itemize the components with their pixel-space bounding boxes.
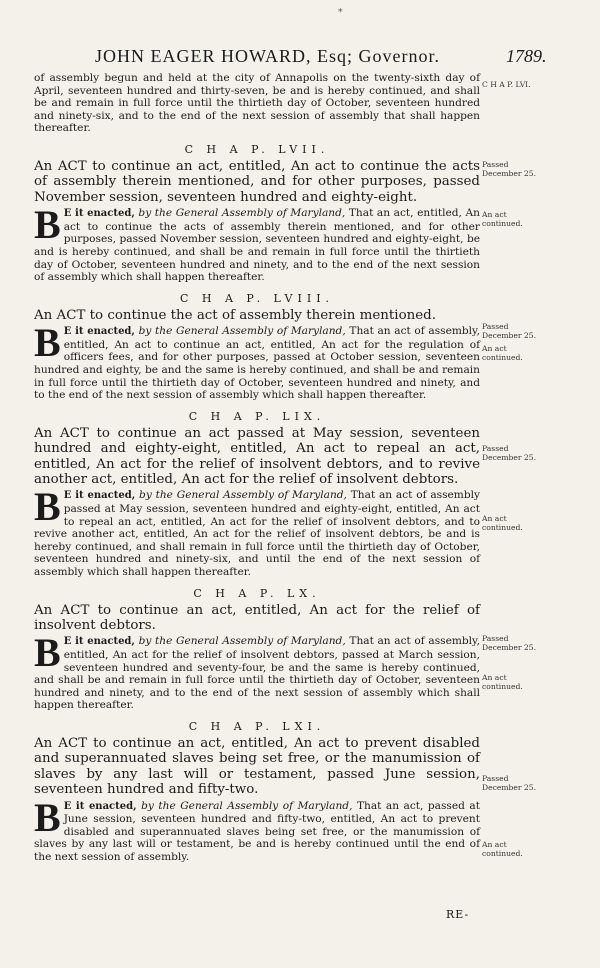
act-body: That an act of assembly, entitled, An act for the relief of insolvent debtors, passed at March session, seventeen hundred and seventy-four, be and the same is hereby continued, and shall be and remain in full force until the thirtieth day of October, seventeen hundred and ninety, and to the end of the next session of assembly which shall happen thereafter. (34, 635, 480, 712)
margin-note-passed: Passed December 25. (482, 634, 537, 652)
document-body (34, 72, 480, 863)
act-text (34, 794, 480, 864)
enacting-authority: by the General Assembly of Maryland, (138, 325, 346, 338)
drop-cap: B (34, 484, 61, 530)
margin-note-continued: An act continued. (482, 344, 523, 362)
chapter-heading: C H A P. LX. (193, 586, 321, 600)
drop-cap: B (34, 202, 61, 248)
chapter-heading: C H A P. LVIII. (179, 291, 335, 305)
margin-note-chap: C H A P. LVI. (482, 80, 531, 89)
running-head-title: JOHN EAGER HOWARD, Esq; Governor. (95, 46, 440, 66)
act-text (34, 484, 480, 578)
chapter-lviii (34, 292, 480, 402)
margin-note-continued: An act continued. (482, 673, 523, 691)
running-head-year: 1789. (506, 46, 547, 66)
drop-cap: B (34, 320, 61, 366)
chapter-lix (34, 410, 480, 579)
act-text (34, 202, 480, 284)
margin-note-continued: An act continued. (482, 840, 523, 858)
act-body: That an act, entitled, An act to continue the acts of assembly therein mentioned, and for other purposes, passed November session, seventeen hundred and eighty-eight, be and is hereby continued, and shall be and remain in full force until the thirtieth day of October, seventeen hundred and ninety, and to the end of the next session of assembly which shall happen thereafter. (34, 207, 480, 284)
margin-note-continued: An act continued. (482, 514, 523, 532)
chapter-heading: C H A P. LIX. (188, 409, 326, 423)
chapter-lvii (34, 143, 480, 284)
catchword: RE- (446, 908, 470, 921)
enacting-blackletter: E it enacted, (63, 208, 135, 220)
enacting-blackletter: E it enacted, (63, 490, 136, 502)
margin-note-passed: Passed December 25. (482, 322, 537, 340)
chapter-heading: C H A P. LVII. (184, 142, 330, 156)
margin-note-passed: Passed December 25. (482, 160, 537, 178)
ornament-mark: * (338, 8, 343, 18)
act-title: An ACT to continue an act, entitled, An act to prevent disabled and superannuated slaves being set free, or the manumission of slaves by any last will or testament, passed June session, seventeen hundred and fifty-two. (34, 735, 480, 798)
margin-note-continued: An act continued. (482, 210, 523, 228)
enacting-authority: by the General Assembly of Maryland, (138, 207, 346, 220)
enacting-authority: by the General Assembly of Maryland, (139, 489, 347, 502)
act-text (34, 320, 480, 402)
intro-paragraph: of assembly begun and held at the city of Annapolis on the twenty-sixth day of April, seventeen hundred and thirty-seven, be and is hereby continued, and shall be and remain in full force until the thirtieth day of October, seventeen hundred and ninety-six, and to the end of the next session of assembly that shall happen thereafter. (34, 72, 480, 135)
act-body: That an act of assembly passed at May session, seventeen hundred and eighty-eight, entitled, An act to repeal an act, entitled, An act for the relief of insolvent debtors, and to revive another act, entitled, An act for the relief of insolvent debtors, be and is hereby continued, and shall remain in full force until the thirtieth day of October, seventeen hundred and ninety-six, and until the end of the next session of assembly which shall happen thereafter. (34, 489, 480, 578)
chapter-lxi (34, 720, 480, 864)
act-text (34, 630, 480, 712)
chapter-lx (34, 587, 480, 712)
enacting-authority: by the General Assembly of Maryland, (138, 635, 346, 648)
enacting-blackletter: E it enacted, (63, 636, 135, 648)
drop-cap: B (34, 794, 61, 840)
margin-note-passed: Passed December 25. (482, 774, 537, 792)
chapter-heading: C H A P. LXI. (188, 719, 326, 733)
act-title: An ACT to continue an act passed at May session, seventeen hundred and eighty-eight, entitled, An act to repeal an act, entitled, An act for the relief of insolvent debtors, and to revive another act, entitled, An act for the relief of insolvent debtors. (34, 425, 480, 487)
enacting-authority: by the General Assembly of Maryland, (141, 799, 353, 812)
act-title: An ACT to continue the act of assembly therein mentioned. (34, 307, 437, 323)
act-title: An ACT to continue an act, entitled, An act to continue the acts of assembly therein mentioned, and for other purposes, passed November session, seventeen hundred and eighty-eight. (34, 158, 480, 205)
drop-cap: B (34, 630, 61, 676)
enacting-blackletter: E it enacted, (63, 326, 135, 338)
margin-note-passed: Passed December 25. (482, 444, 537, 462)
act-title: An ACT to continue an act, entitled, An act for the relief of insolvent debtors. (34, 602, 480, 633)
act-body: That an act, passed at June session, seventeen hundred and fifty-two, entitled, An act to prevent disabled and superannuated slaves being set free, or the manumission of slaves by any last will or testament, be and is hereby continued until the end of the next session of assembly. (34, 799, 480, 863)
enacting-blackletter: E it enacted, (63, 800, 137, 812)
act-body: That an act of assembly, entitled, An act to continue an act, entitled, An act for the regulation of officers fees, and for other purposes, passed at October session, seventeen hundred and eighty, be and the same is hereby continued, and shall be and remain in full force until the thirtieth day of October, seventeen hundred and ninety, and to the end of the next session of assembly which shall happen thereafter. (34, 325, 480, 402)
running-head (0, 46, 600, 74)
